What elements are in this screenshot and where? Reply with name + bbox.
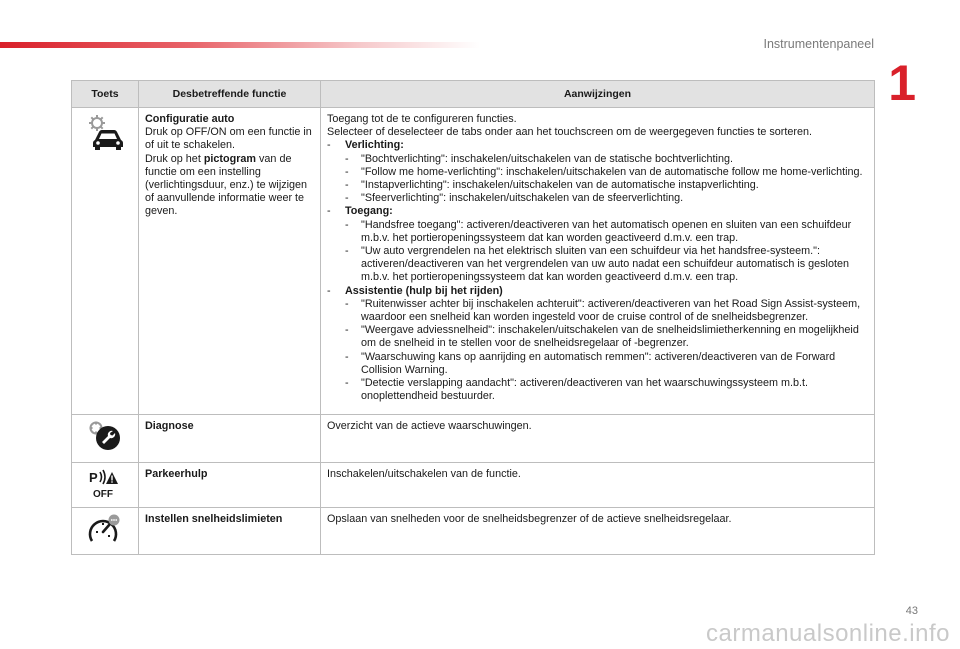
notes-cell <box>321 108 875 415</box>
desc-text: Druk op het <box>145 152 204 165</box>
dash: - <box>345 192 349 205</box>
list-item-text: "Sfeerverlichting": inschakelen/uitschakelen van de sfeerverlichting. <box>361 192 684 205</box>
dash: - <box>345 324 349 337</box>
dash: - <box>345 245 349 258</box>
function-title: Instellen snelheidslimieten <box>145 512 283 525</box>
category-items <box>327 298 868 404</box>
list-item-text: "Bochtverlichting": inschakelen/uitschakelen van de statische bochtverlichting. <box>361 152 733 165</box>
list-item <box>345 166 868 179</box>
function-description-2 <box>145 153 314 219</box>
notes-cell <box>321 462 875 507</box>
list-item-text: "Instapverlichting": inschakelen/uitschakelen van de automatische instapverlichting. <box>361 179 759 192</box>
list-item <box>345 298 868 324</box>
list-item <box>345 192 868 205</box>
list-item <box>345 153 868 166</box>
icon-cell <box>72 462 139 507</box>
icon-cell <box>72 415 139 462</box>
table-header-row <box>72 81 875 108</box>
table-row-snelheidslimieten <box>72 507 875 554</box>
function-description: Druk op OFF/ON om een functie in of uit te schakelen. <box>145 126 312 152</box>
diagnose-wrench-icon <box>87 420 123 452</box>
dash: - <box>345 179 349 192</box>
function-cell <box>139 462 321 507</box>
section-title: Instrumentenpaneel <box>763 37 874 51</box>
notes-text: Inschakelen/uitschakelen van de functie. <box>327 467 521 480</box>
notes-intro-2: Selecteer of deselecteer de tabs onder aan het touchscreen om de weergegeven functies te sorteren. <box>327 126 812 139</box>
page-number: 43 <box>905 605 918 617</box>
function-title: Diagnose <box>145 420 194 433</box>
notes-text: Opslaan van snelheden voor de snelheidsbegrenzer of de actieve snelheidsregelaar. <box>327 512 732 525</box>
table-row-configuratie <box>72 108 875 415</box>
icon-cell <box>72 108 139 415</box>
functions-table <box>71 80 875 555</box>
desc-bold-text: pictogram <box>203 152 257 165</box>
dash: - <box>345 218 349 231</box>
notes-intro: Toegang tot de te configureren functies. <box>327 113 517 125</box>
column-header-functie: Desbetreffende functie <box>139 81 321 108</box>
dash: - <box>345 350 349 363</box>
category-toegang <box>327 205 868 218</box>
list-item <box>345 179 868 192</box>
list-item <box>345 377 868 403</box>
header-accent-bar <box>0 42 480 48</box>
dash: - <box>345 297 349 310</box>
dash: - <box>327 284 331 297</box>
list-item <box>345 245 868 285</box>
category-title: Toegang: <box>345 205 393 218</box>
list-item-text: "Weergave adviessnelheid": inschakelen/uitschakelen van de snelheidslimietherkenning en mogelijkheid om de snelheid in te stellen voor de snelheidsregelaar of -begrenzer. <box>361 324 859 350</box>
icon-label: OFF <box>93 488 113 498</box>
desc-text-2: van de functie om een instelling (verlichtingsduur, enz.) te wijzigen of aanvullende informatie weer te geven. <box>145 152 308 218</box>
dash: - <box>327 205 331 218</box>
category-items <box>327 219 868 285</box>
notes-cell <box>321 415 875 462</box>
speedometer-limit-icon <box>87 513 123 545</box>
category-verlichting <box>327 139 868 152</box>
list-item-text: "Follow me home-verlichting": inschakelen/uitschakelen van de automatische follow me home-verlichting. <box>361 165 863 178</box>
column-header-aanwijzingen: Aanwijzingen <box>321 81 875 108</box>
function-title: Parkeerhulp <box>145 467 208 480</box>
function-cell <box>139 415 321 462</box>
table-row-diagnose <box>72 415 875 462</box>
list-item <box>345 351 868 377</box>
dash: - <box>327 139 331 152</box>
icon-cell <box>72 507 139 554</box>
parking-sensor-off-icon <box>87 468 123 498</box>
notes-text: Overzicht van de actieve waarschuwingen. <box>327 420 532 433</box>
category-title: Assistentie (hulp bij het rijden) <box>345 284 503 297</box>
category-title: Verlichting: <box>345 139 404 152</box>
function-cell <box>139 507 321 554</box>
list-item-text: "Detectie verslapping aandacht": activeren/deactiveren van het waarschuwingssysteem m.b.t. onoplettendheid bestuurder. <box>361 377 808 403</box>
dash: - <box>345 152 349 165</box>
list-item-text: "Handsfree toegang": activeren/deactiveren van het automatisch openen en sluiten van een schuifdeur m.b.v. het portieropeningssysteem dat kan worden geactiveerd d.m.v. een trap. <box>361 218 852 244</box>
watermark: carmanualsonline.info <box>706 620 950 647</box>
table-row-parkeerhulp <box>72 462 875 507</box>
list-item <box>345 324 868 350</box>
svg-text:P: P <box>89 469 98 485</box>
list-item-text: "Waarschuwing kans op aanrijding en automatisch remmen": activeren/deactiveren van de Forward Collision Warning. <box>361 350 836 376</box>
chapter-number: 1 <box>888 55 916 111</box>
notes-cell <box>321 507 875 554</box>
category-assistentie <box>327 285 868 298</box>
dash: - <box>345 165 349 178</box>
category-items <box>327 153 868 206</box>
list-item-text: "Ruitenwisser achter bij inschakelen achteruit": activeren/deactiveren van het Road Sign Assist-systeem, waardoor een snelheid kan worden ingesteld voor de cruise control of de snelheidsbegrenzer. <box>361 297 861 324</box>
list-item-text: "Uw auto vergrendelen na het elektrisch sluiten van een schuifdeur via het handsfree-systeem.": activeren/deactiveren van het vergrendelen van uw auto nadat een schuifdeur automatisch is gesloten m.b.v. het portieropeningssysteem dat kan worden geactiveerd d.m.v. een trap. <box>361 245 849 284</box>
column-header-toets: Toets <box>72 81 139 108</box>
gear-car-icon <box>85 113 125 151</box>
list-item <box>345 219 868 245</box>
dash: - <box>345 377 349 390</box>
function-cell <box>139 108 321 415</box>
function-title: Configuratie auto <box>145 113 235 125</box>
